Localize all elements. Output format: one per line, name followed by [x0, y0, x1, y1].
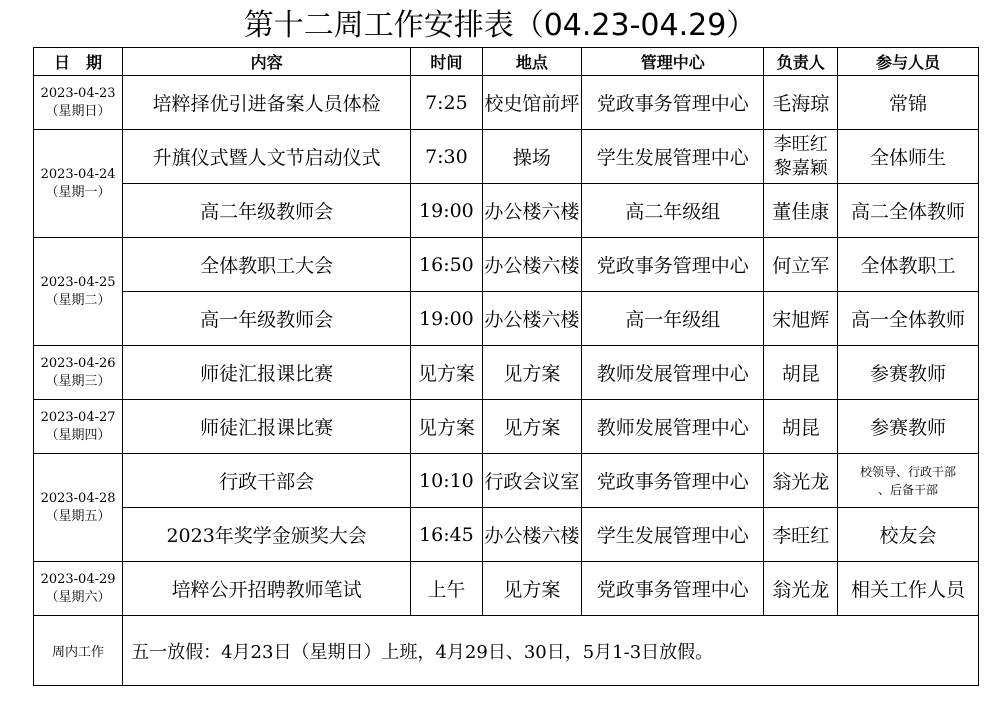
- content-cell: 行政干部会: [123, 454, 411, 508]
- date-text: 2023-04-25: [40, 274, 116, 290]
- weekday-text: （星期六）: [45, 589, 111, 605]
- header-row: [34, 48, 979, 76]
- owner-cell: [764, 562, 838, 616]
- participants-cell: [838, 130, 979, 184]
- time-cell: 19:00: [411, 292, 482, 346]
- date-text: 2023-04-24: [40, 166, 116, 182]
- center-cell: 教师发展管理中心: [582, 346, 764, 400]
- schedule-table: [33, 47, 979, 686]
- participants-cell: [838, 76, 979, 130]
- weekday-text: （星期五）: [45, 508, 111, 524]
- center-cell: 党政事务管理中心: [582, 562, 764, 616]
- center-cell: 高二年级组: [582, 184, 764, 238]
- owner-cell: [764, 238, 838, 292]
- participants-cell: [838, 346, 979, 400]
- time-cell: 10:10: [411, 454, 482, 508]
- owner-cell: [764, 400, 838, 454]
- owner-cell: [764, 292, 838, 346]
- center-cell: 学生发展管理中心: [582, 508, 764, 562]
- table-row: [34, 508, 979, 562]
- header-place: 地点: [482, 48, 581, 76]
- participants-cell-line: 常锦: [889, 93, 928, 115]
- place-cell: 见方案: [482, 562, 581, 616]
- content-cell: 培粹公开招聘教师笔试: [123, 562, 411, 616]
- participants-cell: [838, 454, 979, 508]
- header-center: 管理中心: [582, 48, 764, 76]
- place-cell: 见方案: [482, 346, 581, 400]
- participants-cell-line: 高一全体教师: [851, 309, 966, 331]
- participants-cell: [838, 292, 979, 346]
- time-cell: 7:30: [411, 130, 482, 184]
- content-cell: 2023年奖学金颁奖大会: [123, 508, 411, 562]
- participants-cell: [838, 184, 979, 238]
- table-row: [34, 292, 979, 346]
- place-cell: 办公楼六楼: [482, 292, 581, 346]
- place-cell: 办公楼六楼: [482, 184, 581, 238]
- center-cell: 党政事务管理中心: [582, 238, 764, 292]
- center-cell: 党政事务管理中心: [582, 454, 764, 508]
- weekday-text: （星期四）: [45, 427, 111, 443]
- week-work-label: 周内工作: [34, 616, 123, 686]
- date-cell: [34, 76, 123, 130]
- content-cell: 培粹择优引进备案人员体检: [123, 76, 411, 130]
- header-owner: 负责人: [764, 48, 838, 76]
- center-cell: 学生发展管理中心: [582, 130, 764, 184]
- owner-cell: [764, 508, 838, 562]
- header-time: 时间: [411, 48, 482, 76]
- owner-cell: [764, 130, 838, 184]
- time-cell: 19:00: [411, 184, 482, 238]
- owner-cell-line: 李旺红: [772, 525, 830, 547]
- participants-cell-line: 高二全体教师: [851, 201, 966, 223]
- place-cell: 操场: [482, 130, 581, 184]
- weekday-text: （星期一）: [45, 184, 111, 200]
- header-participants: 参与人员: [838, 48, 979, 76]
- date-text: 2023-04-28: [40, 490, 116, 506]
- content-cell: 高一年级教师会: [123, 292, 411, 346]
- participants-cell-line: 全体教职工: [860, 255, 956, 277]
- time-cell: 见方案: [411, 346, 482, 400]
- owner-cell-line: 胡昆: [781, 363, 820, 385]
- date-cell: [34, 238, 123, 346]
- weekday-text: （星期三）: [45, 373, 111, 389]
- date-text: 2023-04-29: [40, 571, 116, 587]
- owner-cell-line: 宋旭辉: [772, 309, 830, 331]
- participants-cell: [838, 238, 979, 292]
- owner-cell-line: 李旺红: [773, 133, 828, 155]
- place-cell: 行政会议室: [482, 454, 581, 508]
- table-row: [34, 346, 979, 400]
- participants-cell-line: 参赛教师: [870, 417, 947, 439]
- owner-cell-line: 翁光龙: [772, 579, 830, 601]
- content-cell: 升旗仪式暨人文节启动仪式: [123, 130, 411, 184]
- owner-cell: [764, 184, 838, 238]
- participants-cell-line: 全体师生: [870, 147, 947, 169]
- date-text: 2023-04-23: [40, 85, 116, 101]
- time-cell: 16:50: [411, 238, 482, 292]
- participants-cell-line: 、后备干部: [878, 482, 939, 497]
- participants-cell: [838, 400, 979, 454]
- header-date: 日 期: [34, 48, 123, 76]
- date-cell: [34, 562, 123, 616]
- week-work-text: 五一放假：4月23日（星期日）上班，4月29日、30日，5月1-3日放假。: [123, 616, 979, 686]
- content-cell: 全体教职工大会: [123, 238, 411, 292]
- date-cell: [34, 346, 123, 400]
- participants-cell-line: 校领导、行政干部: [860, 464, 957, 479]
- center-cell: 党政事务管理中心: [582, 76, 764, 130]
- date-cell: [34, 454, 123, 562]
- weekday-text: （星期二）: [45, 292, 111, 308]
- weekday-text: （星期日）: [45, 103, 111, 119]
- place-cell: 办公楼六楼: [482, 238, 581, 292]
- participants-cell: [838, 562, 979, 616]
- time-cell: 见方案: [411, 400, 482, 454]
- owner-cell-line: 董佳康: [772, 201, 830, 223]
- table-row: [34, 238, 979, 292]
- date-cell: [34, 130, 123, 238]
- schedule-body: [34, 76, 979, 686]
- participants-cell-line: 校友会: [879, 525, 937, 547]
- participants-cell-line: 参赛教师: [870, 363, 947, 385]
- owner-cell-line: 胡昆: [781, 417, 820, 439]
- date-text: 2023-04-27: [40, 409, 116, 425]
- table-row: [34, 454, 979, 508]
- place-cell: 校史馆前坪: [482, 76, 581, 130]
- time-cell: 16:45: [411, 508, 482, 562]
- date-text: 2023-04-26: [40, 355, 116, 371]
- place-cell: 办公楼六楼: [482, 508, 581, 562]
- page-title: 第十二周工作安排表（04.23-04.29）: [243, 8, 757, 43]
- place-cell: 见方案: [482, 400, 581, 454]
- owner-cell: [764, 346, 838, 400]
- table-row: [34, 184, 979, 238]
- table-row: [34, 400, 979, 454]
- owner-cell-line: 黎嘉颖: [773, 157, 828, 179]
- date-cell: [34, 400, 123, 454]
- center-cell: 教师发展管理中心: [582, 400, 764, 454]
- content-cell: 高二年级教师会: [123, 184, 411, 238]
- header-content: 内容: [123, 48, 411, 76]
- owner-cell-line: 何立军: [772, 255, 830, 277]
- owner-cell-line: 翁光龙: [772, 471, 830, 493]
- participants-cell-line: 相关工作人员: [851, 579, 966, 601]
- owner-cell: [764, 454, 838, 508]
- time-cell: 上午: [411, 562, 482, 616]
- owner-cell: [764, 76, 838, 130]
- participants-cell: [838, 508, 979, 562]
- content-cell: 师徒汇报课比赛: [123, 400, 411, 454]
- table-row: [34, 130, 979, 184]
- content-cell: 师徒汇报课比赛: [123, 346, 411, 400]
- table-row: [34, 76, 979, 130]
- center-cell: 高一年级组: [582, 292, 764, 346]
- week-work-row: [34, 616, 979, 686]
- owner-cell-line: 毛海琼: [772, 93, 830, 115]
- table-row: [34, 562, 979, 616]
- time-cell: 7:25: [411, 76, 482, 130]
